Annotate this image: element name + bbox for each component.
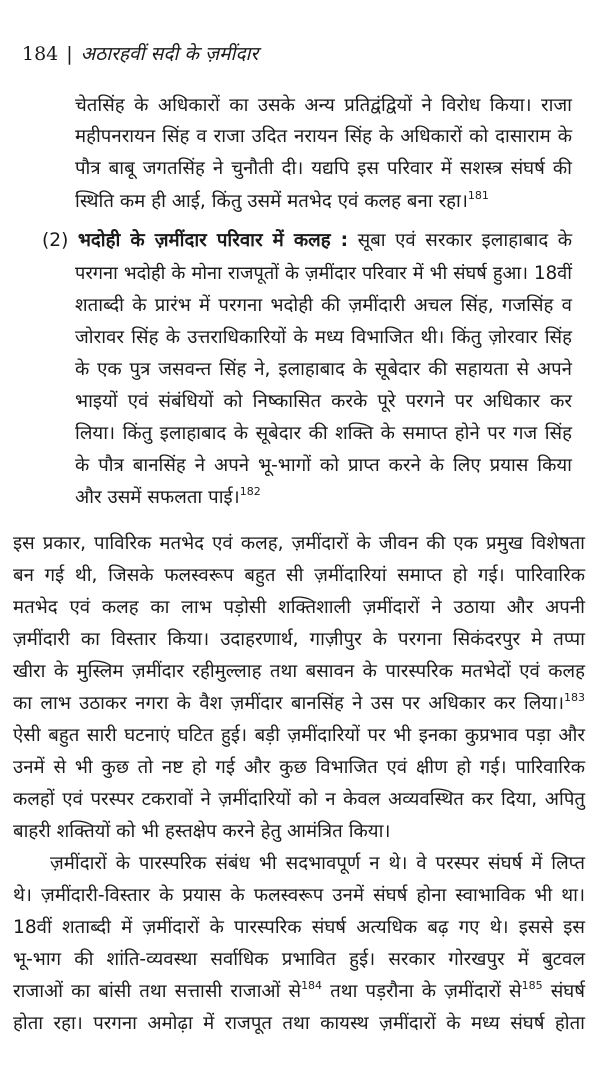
paragraph-line: कलहों एवं परस्पर टकरावों ने ज़मींदारियों को न केवल अव्यवस्थित कर दिया, अपितु — [13, 789, 585, 810]
paragraph-line: होता रहा। परगना अमोढ़ा में राजपूत तथा कायस्थ ज़मींदारों के मध्य संघर्ष होता — [13, 1013, 585, 1034]
paragraph-line: परगना भदोही के मोना राजपूतों के ज़मींदार परिवार में भी संघर्ष हुआ। 18वीं — [75, 263, 572, 284]
footnote-ref: 184 — [301, 979, 323, 992]
paragraph-line: महीपनरायन सिंह व राजा उदित नरायन सिंह के अधिकारों को दासाराम के — [75, 126, 572, 147]
header-separator: | — [66, 43, 73, 65]
paragraph-line: राजाओं का बांसी तथा सत्तासी राजाओं से$^{184}$ तथा पड़रौना के ज़मींदारों से$^{185}$ संघर्ष — [13, 979, 586, 1002]
paragraph-line: जोरावर सिंह के उत्तराधिकारियों के मध्य विभाजित थी। किंतु ज़ोरवार सिंह — [75, 327, 572, 348]
footnote-ref: 182 — [239, 485, 261, 498]
paragraph-line: शताब्दी के प्रारंभ में परगना भदोही की ज़मींदारी अचल सिंह, गजसिंह व — [75, 295, 572, 316]
item-number: (2) — [42, 230, 69, 251]
paragraph-line: भू-भाग की शांति-व्यवस्था सर्वाधिक प्रभावित हुई। सरकार गोरखपुर में बुटवल — [13, 949, 585, 970]
paragraph-line: बाहरी शक्तियों को भी हस्तक्षेप करने हेतु आमंत्रित किया। — [13, 821, 391, 842]
paragraph-line: खीरा के मुस्लिम ज़मींदार रहीमुल्लाह तथा बसावन के पारस्परिक मतभेदों एवं कलह — [13, 661, 585, 682]
paragraph-line: मतभेद एवं कलह का लाभ पड़ोसी शक्तिशाली ज़मींदारों ने उठाया और अपनी — [13, 597, 585, 618]
running-title: अठारहवीं सदी के ज़मींदार — [80, 43, 259, 65]
paragraph-line: भाइयों एवं संबंधियों को निष्कासित करके पूरे परगने पर अधिकार कर — [75, 391, 572, 412]
paragraph-line: स्थिति कम ही आई, किंतु उसमें मतभेद एवं कलह बना रहा।$^{181}$ — [75, 189, 489, 212]
paragraph-line: उनमें से भी कुछ तो नष्ट हो गई और कुछ विभाजित एवं क्षीण हो गई। पारिवारिक — [13, 757, 585, 778]
numbered-item-line: (2) भदोही के ज़मींदार परिवार में कलह : सूबा एवं सरकार इलाहाबाद के — [42, 230, 572, 251]
page-header — [22, 42, 258, 66]
paragraph-line: लिया। किंतु इलाहाबाद के सूबेदार की शक्ति के समाप्त होने पर गज सिंह — [75, 423, 572, 444]
paragraph-line: थे। ज़मींदारी-विस्तार के प्रयास के फलस्वरूप उनमें संघर्ष होना स्वाभाविक भी था। — [13, 885, 585, 906]
paragraph-line: ऐसी बहुत सारी घटनाएं घटित हुई। बड़ी ज़मींदारियों पर भी इनका कुप्रभाव पड़ा और — [13, 725, 585, 746]
paragraph-line: का लाभ उठाकर नगरा के वैश ज़मींदार बानसिंह ने उस पर अधिकार कर लिया।$^{183}$ — [13, 691, 585, 714]
paragraph-line: ज़मींदारों के पारस्परिक संबंध भी सदभावपूर्ण न थे। वे परस्पर संघर्ष में लिप्त — [50, 853, 585, 874]
paragraph-line: बन गई थी, जिसके फलस्वरूप बहुत सी ज़मींदारियां समाप्त हो गई। पारिवारिक — [13, 565, 585, 586]
paragraph-line: के एक पुत्र जसवन्त सिंह ने, इलाहाबाद के सूबेदार की सहायता से अपने — [75, 359, 572, 380]
page-number: 184 — [22, 43, 59, 65]
footnote-ref: 183 — [564, 691, 585, 704]
paragraph-line: पौत्र बाबू जगतसिंह ने चुनौती दी। यद्यपि इस परिवार में सशस्त्र संघर्ष की — [75, 158, 572, 179]
item-heading: भदोही के ज़मींदार परिवार में कलह : — [77, 230, 349, 251]
paragraph-line: इस प्रकार, पाविरिक मतभेद एवं कलह, ज़मींदारों के जीवन की एक प्रमुख विशेषता — [13, 533, 585, 554]
paragraph-line: ज़मींदारी का विस्तार किया। उदाहरणार्थ, गाज़ीपुर के परगना सिकंदरपुर मे तप्पा — [13, 629, 585, 650]
paragraph-line: के पौत्र बानसिंह ने अपने भू-भागों को प्राप्त करने के लिए प्रयास किया — [75, 455, 572, 476]
footnote-ref: 181 — [467, 189, 489, 202]
footnote-ref: 185 — [521, 979, 543, 992]
paragraph-line: और उसमें सफलता पाई।$^{182}$ — [75, 485, 261, 508]
paragraph-line: चेतसिंह के अधिकारों का उसके अन्य प्रतिद्वंद्वियों ने विरोध किया। राजा — [75, 95, 572, 116]
paragraph-line: 18वीं शताब्दी में ज़मींदारों के पारस्परिक संघर्ष अत्यधिक बढ़ गए थे। इससे इस — [13, 917, 585, 938]
